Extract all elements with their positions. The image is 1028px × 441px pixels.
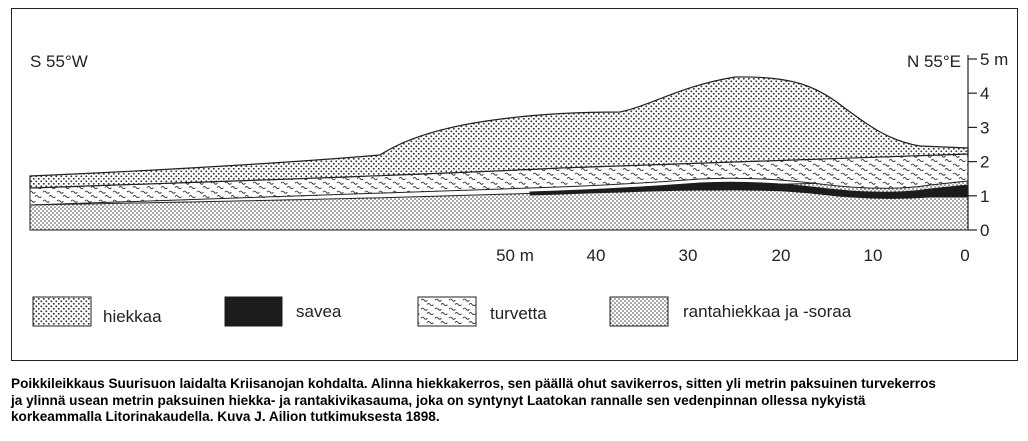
caption-line-1: Poikkileikkaus Suurisuon laidalta Kriisanojan kohdalta. Alinna hiekkakerros, sen päällä ohut savikerros, sitten yli metrin paksuinen turvekerros: [11, 376, 936, 391]
legend: [33, 297, 852, 326]
legend-label-savea: savea: [296, 302, 342, 321]
distance-tick-40: 40: [586, 246, 606, 265]
caption-line-3: korkeammalla Litorinakaudella. Kuva J. Ailion tutkimuksesta 1898.: [11, 409, 440, 424]
legend-label-rantahiekkaa: rantahiekkaa ja -soraa: [683, 302, 852, 321]
legend-swatch-rantahiekkaa: [610, 297, 668, 326]
distance-tick-30: 30: [678, 246, 698, 265]
distance-tick-0: 0: [960, 246, 970, 265]
distance-axis: [496, 246, 970, 265]
direction-label-left: S 55°W: [30, 52, 88, 71]
depth-axis: [968, 50, 1008, 240]
distance-tick-50m: 50 m: [496, 246, 534, 265]
depth-tick-label: 3: [980, 118, 990, 138]
depth-tick-label: 1: [980, 186, 990, 206]
depth-tick-label: 2: [980, 152, 990, 172]
distance-tick-10: 10: [863, 246, 883, 265]
depth-tick-label: 5 m: [980, 50, 1009, 69]
legend-swatch-savea: [225, 297, 282, 326]
figure-caption: [11, 376, 1021, 426]
depth-tick-label: 4: [980, 84, 990, 104]
legend-swatch-turvetta: [418, 297, 476, 326]
distance-tick-20: 20: [771, 246, 791, 265]
legend-label-hiekkaa: hiekkaa: [103, 307, 162, 326]
strata-layers: [30, 77, 968, 230]
legend-label-turvetta: turvetta: [490, 304, 547, 323]
caption-line-2: ja ylinnä usean metrin paksuinen hiekka- ja rantakivikasauma, joka on syntynyt Laatokan rannalle sen vedenpinnan ollessa nykyistä: [11, 392, 866, 408]
legend-swatch-hiekkaa: [33, 297, 91, 326]
depth-tick-label: 0: [980, 221, 990, 240]
direction-label-right: N 55°E: [906, 52, 961, 71]
